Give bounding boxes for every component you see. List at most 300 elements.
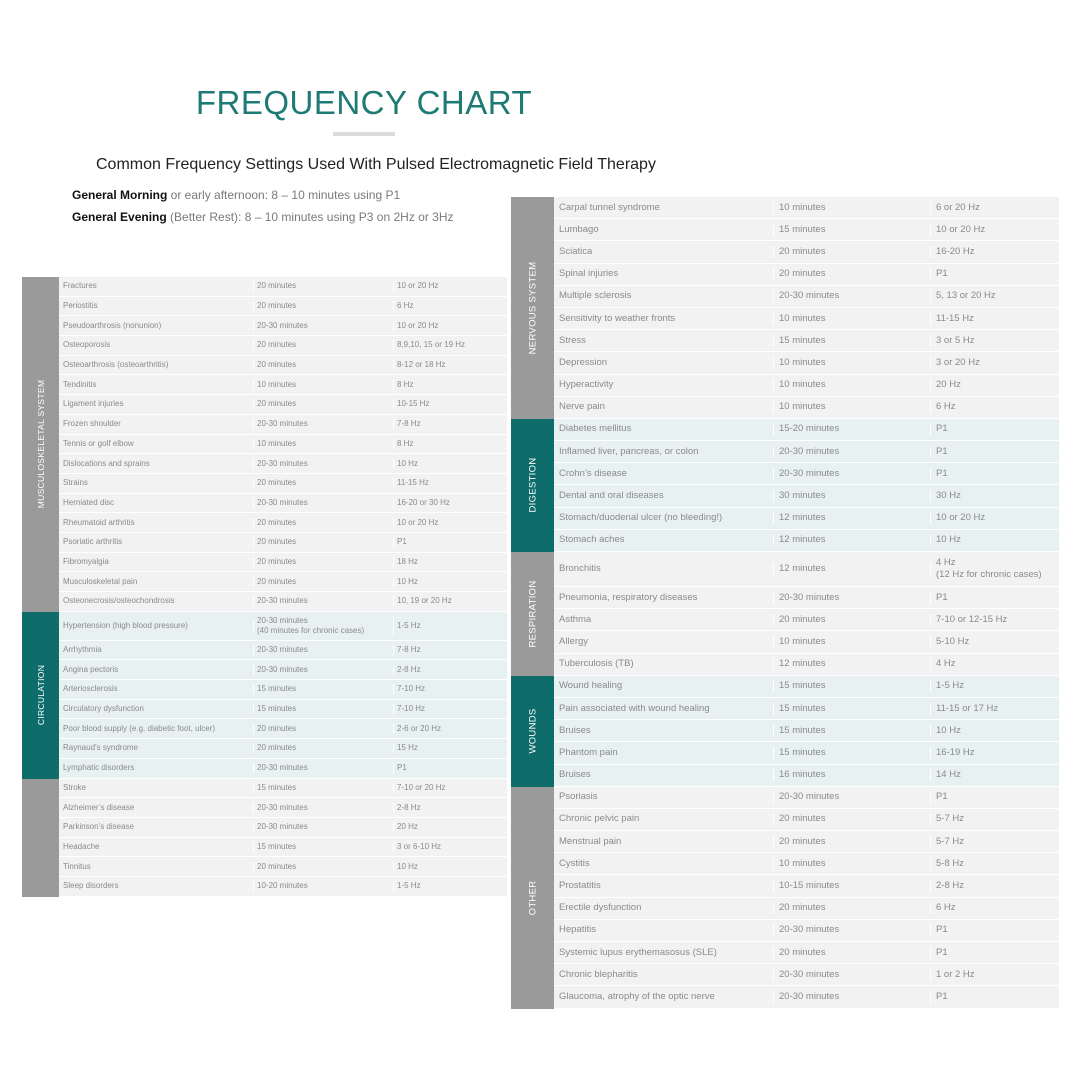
table-row bbox=[59, 454, 507, 474]
duration-text: 20 minutes bbox=[779, 902, 826, 914]
duration-text: 20 minutes bbox=[257, 517, 297, 527]
table-row bbox=[59, 612, 507, 641]
condition-cell: Rheumatoid arthritis bbox=[59, 518, 254, 528]
duration-text: 15 minutes bbox=[257, 841, 297, 851]
table-section bbox=[22, 277, 507, 612]
duration-cell bbox=[254, 439, 394, 449]
table-row bbox=[554, 964, 1059, 986]
frequency-cell bbox=[931, 268, 948, 280]
frequency-cell bbox=[931, 592, 948, 604]
duration-cell bbox=[254, 301, 394, 311]
table-row bbox=[59, 779, 507, 799]
frequency-cell bbox=[394, 783, 445, 793]
condition-cell: Herniated disc bbox=[59, 498, 254, 508]
frequency-cell bbox=[394, 822, 418, 832]
table-row bbox=[554, 552, 1059, 587]
frequency-text: 6 Hz bbox=[936, 401, 956, 413]
table-row bbox=[554, 330, 1059, 352]
frequency-cell bbox=[931, 747, 975, 759]
duration-cell bbox=[774, 290, 931, 302]
table-row bbox=[554, 587, 1059, 609]
condition-cell: Spinal injuries bbox=[554, 268, 774, 280]
condition-cell: Chronic pelvic pain bbox=[554, 813, 774, 825]
duration-text: 20-30 minutes bbox=[779, 990, 840, 1002]
table-row bbox=[59, 838, 507, 858]
duration-cell bbox=[254, 498, 394, 508]
duration-cell bbox=[774, 534, 931, 546]
duration-text: 15 minutes bbox=[779, 680, 826, 692]
duration-text: 10 minutes bbox=[779, 356, 826, 368]
duration-text: 15 minutes bbox=[779, 702, 826, 714]
condition-cell: Multiple sclerosis bbox=[554, 290, 774, 302]
condition-cell: Musculoskeletal pain bbox=[59, 577, 254, 587]
condition-cell: Periostitis bbox=[59, 301, 254, 311]
frequency-text: 16-20 or 30 Hz bbox=[397, 497, 450, 507]
general-evening-note bbox=[72, 210, 454, 224]
duration-text: 20 minutes bbox=[779, 245, 826, 257]
duration-text: 20 minutes bbox=[257, 743, 297, 753]
duration-cell bbox=[774, 224, 931, 236]
condition-cell: Tennis or golf elbow bbox=[59, 439, 254, 449]
frequency-text: 3 or 5 Hz bbox=[936, 334, 975, 346]
table-row bbox=[554, 853, 1059, 875]
frequency-text: 11-15 Hz bbox=[397, 478, 429, 488]
duration-cell bbox=[774, 703, 931, 715]
frequency-cell bbox=[931, 858, 964, 870]
duration-text: 20 minutes bbox=[779, 813, 826, 825]
duration-cell bbox=[774, 991, 931, 1003]
frequency-cell bbox=[394, 881, 421, 891]
condition-cell: Headache bbox=[59, 842, 254, 852]
table-row bbox=[59, 277, 507, 297]
table-row bbox=[59, 474, 507, 494]
frequency-cell bbox=[394, 684, 425, 694]
frequency-cell bbox=[931, 335, 975, 347]
table-row bbox=[59, 660, 507, 680]
condition-cell: Bruises bbox=[554, 769, 774, 781]
duration-cell bbox=[774, 836, 931, 848]
duration-cell bbox=[254, 665, 394, 675]
table-row bbox=[554, 986, 1059, 1008]
table-row bbox=[554, 308, 1059, 330]
table-row bbox=[59, 356, 507, 376]
category-label: DIGESTION bbox=[527, 457, 538, 513]
condition-cell: Tinnitus bbox=[59, 862, 254, 872]
table-section bbox=[511, 676, 1059, 787]
frequency-cell bbox=[931, 446, 948, 458]
frequency-text: 8-12 or 18 Hz bbox=[397, 360, 446, 370]
frequency-text: 3 or 6-10 Hz bbox=[397, 841, 442, 851]
duration-text: 20-30 minutes bbox=[257, 596, 308, 606]
frequency-cell bbox=[394, 498, 450, 508]
frequency-note: (12 Hz for chronic cases) bbox=[936, 569, 1042, 580]
frequency-text: 5-7 Hz bbox=[936, 813, 964, 825]
frequency-text: 5-10 Hz bbox=[936, 635, 970, 647]
frequency-text: 7-10 Hz bbox=[397, 704, 426, 714]
duration-cell bbox=[774, 246, 931, 258]
duration-cell bbox=[254, 340, 394, 350]
duration-cell bbox=[254, 360, 394, 370]
table-row bbox=[554, 742, 1059, 764]
duration-text: 20-30 minutes bbox=[779, 924, 840, 936]
frequency-cell bbox=[931, 313, 974, 325]
category-label: MUSCULOSKELETAL SYSTEM bbox=[35, 380, 46, 509]
duration-text: 15 minutes bbox=[779, 746, 826, 758]
category-label: RESPIRATION bbox=[527, 580, 538, 648]
duration-cell bbox=[774, 658, 931, 670]
condition-cell: Osteonecrosis/osteochondrosis bbox=[59, 596, 254, 606]
duration-text: 20 minutes bbox=[257, 301, 297, 311]
frequency-cell bbox=[931, 202, 980, 214]
table-row bbox=[59, 395, 507, 415]
duration-text: 15 minutes bbox=[257, 684, 297, 694]
duration-text: 20 minutes bbox=[779, 835, 826, 847]
duration-cell bbox=[774, 791, 931, 803]
frequency-text: 8 Hz bbox=[397, 379, 414, 389]
frequency-text: P1 bbox=[936, 467, 948, 479]
duration-text: 20 minutes bbox=[257, 399, 297, 409]
frequency-cell bbox=[931, 490, 961, 502]
duration-cell bbox=[774, 725, 931, 737]
duration-cell bbox=[254, 616, 394, 636]
frequency-cell bbox=[931, 636, 969, 648]
general-morning-label: General Morning bbox=[72, 188, 168, 202]
frequency-cell bbox=[931, 224, 985, 236]
table-row bbox=[59, 553, 507, 573]
duration-cell bbox=[774, 563, 931, 575]
table-row bbox=[59, 336, 507, 356]
duration-text: 15 minutes bbox=[779, 334, 826, 346]
frequency-table-left bbox=[22, 277, 507, 897]
frequency-cell bbox=[931, 880, 964, 892]
frequency-text: 20 Hz bbox=[397, 822, 418, 832]
duration-cell bbox=[254, 518, 394, 528]
frequency-text: P1 bbox=[936, 591, 948, 603]
category-band bbox=[511, 552, 554, 676]
frequency-cell bbox=[394, 360, 445, 370]
frequency-text: 10 or 20 Hz bbox=[397, 320, 439, 330]
condition-cell: Tendinitis bbox=[59, 380, 254, 390]
duration-cell bbox=[254, 743, 394, 753]
duration-cell bbox=[774, 268, 931, 280]
frequency-text: 10 Hz bbox=[936, 534, 961, 546]
duration-cell bbox=[254, 881, 394, 891]
table-row bbox=[554, 419, 1059, 441]
frequency-text: 15 Hz bbox=[397, 743, 418, 753]
frequency-text: P1 bbox=[936, 268, 948, 280]
condition-cell: Hypertension (high blood pressure) bbox=[59, 621, 254, 631]
table-row bbox=[554, 765, 1059, 787]
duration-text: 20-30 minutes bbox=[257, 497, 308, 507]
duration-text: 20-30 minutes bbox=[257, 615, 308, 625]
condition-cell: Raynaud’s syndrome bbox=[59, 743, 254, 753]
category-label: WOUNDS bbox=[527, 708, 538, 754]
frequency-cell bbox=[394, 459, 418, 469]
table-row bbox=[59, 572, 507, 592]
frequency-cell bbox=[394, 724, 441, 734]
table-row bbox=[59, 641, 507, 661]
duration-text: 20-30 minutes bbox=[779, 791, 840, 803]
condition-cell: Hyperactivity bbox=[554, 379, 774, 391]
frequency-cell bbox=[931, 947, 948, 959]
frequency-text: P1 bbox=[397, 537, 407, 547]
table-row bbox=[554, 219, 1059, 241]
frequency-text: 10 or 20 Hz bbox=[936, 223, 986, 235]
frequency-cell bbox=[931, 969, 975, 981]
duration-text: 10 minutes bbox=[779, 857, 826, 869]
duration-cell bbox=[774, 592, 931, 604]
duration-cell bbox=[774, 947, 931, 959]
duration-cell bbox=[774, 902, 931, 914]
duration-cell bbox=[254, 783, 394, 793]
condition-cell: Lumbago bbox=[554, 224, 774, 236]
condition-cell: Cystitis bbox=[554, 858, 774, 870]
table-row bbox=[554, 875, 1059, 897]
duration-cell bbox=[774, 813, 931, 825]
general-evening-label: General Evening bbox=[72, 210, 167, 224]
frequency-text: 18 Hz bbox=[397, 556, 418, 566]
frequency-text: 1-5 Hz bbox=[936, 680, 964, 692]
table-row bbox=[554, 375, 1059, 397]
condition-cell: Allergy bbox=[554, 636, 774, 648]
duration-text: 20-30 minutes bbox=[257, 763, 308, 773]
frequency-text: 14 Hz bbox=[936, 769, 961, 781]
duration-cell bbox=[254, 478, 394, 488]
duration-text: 20 minutes bbox=[779, 946, 826, 958]
frequency-cell bbox=[931, 614, 1007, 626]
condition-cell: Glaucoma, atrophy of the optic nerve bbox=[554, 991, 774, 1003]
duration-text: 12 minutes bbox=[779, 658, 826, 670]
duration-text: 20-30 minutes bbox=[257, 645, 308, 655]
table-row bbox=[59, 375, 507, 395]
frequency-cell bbox=[931, 902, 956, 914]
condition-cell: Stroke bbox=[59, 783, 254, 793]
frequency-text: 5, 13 or 20 Hz bbox=[936, 290, 996, 302]
frequency-cell bbox=[931, 836, 964, 848]
category-band bbox=[511, 197, 554, 419]
frequency-cell bbox=[394, 803, 421, 813]
frequency-cell bbox=[931, 557, 1042, 581]
frequency-text: 10 Hz bbox=[397, 458, 418, 468]
frequency-cell bbox=[394, 743, 418, 753]
condition-cell: Asthma bbox=[554, 614, 774, 626]
frequency-cell bbox=[394, 557, 418, 567]
condition-cell: Wound healing bbox=[554, 680, 774, 692]
duration-text: 20-30 minutes bbox=[257, 458, 308, 468]
frequency-cell bbox=[931, 534, 961, 546]
frequency-cell bbox=[931, 379, 961, 391]
table-row bbox=[59, 415, 507, 435]
duration-text: 20-30 minutes bbox=[257, 419, 308, 429]
duration-cell bbox=[774, 490, 931, 502]
frequency-text: 2-8 Hz bbox=[397, 664, 421, 674]
frequency-cell bbox=[394, 281, 438, 291]
condition-cell: Menstrual pain bbox=[554, 836, 774, 848]
condition-cell: Stress bbox=[554, 335, 774, 347]
duration-cell bbox=[254, 724, 394, 734]
frequency-text: 2-6 or 20 Hz bbox=[397, 723, 442, 733]
frequency-cell bbox=[931, 924, 948, 936]
frequency-cell bbox=[394, 537, 407, 547]
duration-text: 20-30 minutes bbox=[779, 968, 840, 980]
duration-text: 20 minutes bbox=[257, 360, 297, 370]
table-row bbox=[554, 920, 1059, 942]
frequency-cell bbox=[931, 680, 964, 692]
duration-cell bbox=[774, 858, 931, 870]
table-section bbox=[511, 787, 1059, 1009]
duration-text: 10 minutes bbox=[779, 635, 826, 647]
frequency-text: 6 Hz bbox=[936, 902, 956, 914]
page-title: FREQUENCY CHART bbox=[195, 84, 533, 121]
condition-cell: Psoriatic arthritis bbox=[59, 537, 254, 547]
frequency-text: 10 or 20 Hz bbox=[397, 517, 439, 527]
duration-cell bbox=[254, 862, 394, 872]
frequency-cell bbox=[931, 401, 956, 413]
duration-cell bbox=[774, 880, 931, 892]
table-row bbox=[554, 676, 1059, 698]
category-band bbox=[22, 612, 59, 779]
condition-cell: Arrhythmia bbox=[59, 645, 254, 655]
duration-cell bbox=[254, 645, 394, 655]
frequency-text: 6 or 20 Hz bbox=[936, 201, 980, 213]
frequency-text: 30 Hz bbox=[936, 490, 961, 502]
condition-cell: Systemic lupus erythemasosus (SLE) bbox=[554, 947, 774, 959]
frequency-text: P1 bbox=[936, 990, 948, 1002]
duration-cell bbox=[774, 636, 931, 648]
duration-cell bbox=[774, 512, 931, 524]
duration-text: 10-20 minutes bbox=[257, 881, 308, 891]
table-row bbox=[59, 435, 507, 455]
table-row bbox=[554, 485, 1059, 507]
condition-cell: Circulatory dysfunction bbox=[59, 704, 254, 714]
duration-cell bbox=[774, 614, 931, 626]
table-row bbox=[554, 441, 1059, 463]
condition-cell: Strains bbox=[59, 478, 254, 488]
table-row bbox=[59, 719, 507, 739]
frequency-cell bbox=[394, 665, 421, 675]
table-row bbox=[59, 857, 507, 877]
duration-text: 10 minutes bbox=[779, 401, 826, 413]
condition-cell: Pain associated with wound healing bbox=[554, 703, 774, 715]
frequency-text: P1 bbox=[936, 946, 948, 958]
condition-cell: Bruises bbox=[554, 725, 774, 737]
condition-cell: Bronchitis bbox=[554, 563, 774, 575]
frequency-cell bbox=[931, 512, 985, 524]
duration-text: 20-30 minutes bbox=[779, 445, 840, 457]
duration-text: 15 minutes bbox=[257, 704, 297, 714]
frequency-text: 10 Hz bbox=[397, 576, 418, 586]
duration-cell bbox=[254, 419, 394, 429]
condition-cell: Osteoporosis bbox=[59, 340, 254, 350]
condition-cell: Hepatitis bbox=[554, 924, 774, 936]
category-label: OTHER bbox=[527, 880, 538, 915]
table-section bbox=[511, 552, 1059, 676]
condition-cell: Arteriosclerosis bbox=[59, 684, 254, 694]
table-row bbox=[59, 513, 507, 533]
condition-cell: Dislocations and sprains bbox=[59, 459, 254, 469]
condition-cell: Stomach aches bbox=[554, 534, 774, 546]
table-section bbox=[511, 197, 1059, 419]
frequency-cell bbox=[931, 725, 961, 737]
duration-cell bbox=[774, 468, 931, 480]
condition-cell: Poor blood supply (e.g. diabetic foot, ulcer) bbox=[59, 724, 254, 734]
frequency-text: 7-10 or 20 Hz bbox=[397, 782, 446, 792]
frequency-text: 16-20 Hz bbox=[936, 245, 975, 257]
table-row bbox=[554, 508, 1059, 530]
table-row bbox=[554, 264, 1059, 286]
condition-cell: Fractures bbox=[59, 281, 254, 291]
table-row bbox=[59, 798, 507, 818]
table-row bbox=[59, 877, 507, 897]
general-evening-text: (Better Rest): 8 – 10 minutes using P3 on 2Hz or 3Hz bbox=[166, 210, 454, 224]
table-row bbox=[59, 316, 507, 336]
frequency-cell bbox=[931, 357, 980, 369]
duration-text: 30 minutes bbox=[779, 490, 826, 502]
duration-text: 20 minutes bbox=[257, 537, 297, 547]
frequency-text: 6 Hz bbox=[397, 301, 414, 311]
table-row bbox=[554, 809, 1059, 831]
frequency-cell bbox=[394, 380, 413, 390]
frequency-text: 7-10 Hz bbox=[397, 684, 426, 694]
frequency-text: 10-15 Hz bbox=[397, 399, 430, 409]
duration-cell bbox=[774, 747, 931, 759]
frequency-text: P1 bbox=[936, 423, 948, 435]
duration-text: 15 minutes bbox=[779, 724, 826, 736]
frequency-text: 5-7 Hz bbox=[936, 835, 964, 847]
general-morning-note bbox=[72, 188, 400, 202]
duration-cell bbox=[254, 281, 394, 291]
duration-text: 15-20 minutes bbox=[779, 423, 840, 435]
duration-text: 15 minutes bbox=[779, 223, 826, 235]
duration-cell bbox=[254, 321, 394, 331]
frequency-text: 20 Hz bbox=[936, 379, 961, 391]
condition-cell: Pseudoarthrosis (nonunion) bbox=[59, 321, 254, 331]
table-row bbox=[554, 698, 1059, 720]
duration-cell bbox=[774, 423, 931, 435]
condition-cell: Sleep disorders bbox=[59, 881, 254, 891]
frequency-text: 10 or 20 Hz bbox=[936, 512, 986, 524]
page-subtitle: Common Frequency Settings Used With Pulsed Electromagnetic Field Therapy bbox=[96, 156, 656, 173]
table-row bbox=[59, 680, 507, 700]
frequency-cell bbox=[394, 645, 421, 655]
duration-text: 12 minutes bbox=[779, 563, 826, 574]
table-row bbox=[554, 530, 1059, 552]
duration-text: 16 minutes bbox=[779, 769, 826, 781]
condition-cell: Diabetes mellitus bbox=[554, 423, 774, 435]
duration-text: 10 minutes bbox=[257, 438, 297, 448]
duration-note: (40 minutes for chronic cases) bbox=[257, 625, 365, 635]
condition-cell: Sciatica bbox=[554, 246, 774, 258]
condition-cell: Nerve pain bbox=[554, 401, 774, 413]
frequency-text: P1 bbox=[936, 445, 948, 457]
frequency-cell bbox=[394, 439, 413, 449]
duration-cell bbox=[254, 803, 394, 813]
table-row bbox=[59, 700, 507, 720]
duration-cell bbox=[254, 684, 394, 694]
title-divider bbox=[333, 132, 395, 136]
category-band bbox=[511, 419, 554, 552]
frequency-cell bbox=[394, 621, 421, 631]
table-row bbox=[554, 787, 1059, 809]
duration-text: 20 minutes bbox=[257, 556, 297, 566]
duration-text: 20 minutes bbox=[257, 576, 297, 586]
table-row bbox=[59, 494, 507, 514]
frequency-text: 7-10 or 12-15 Hz bbox=[936, 613, 1008, 625]
category-band bbox=[22, 779, 59, 897]
duration-cell bbox=[254, 704, 394, 714]
duration-cell bbox=[254, 577, 394, 587]
frequency-text: 4 Hz bbox=[936, 658, 956, 670]
